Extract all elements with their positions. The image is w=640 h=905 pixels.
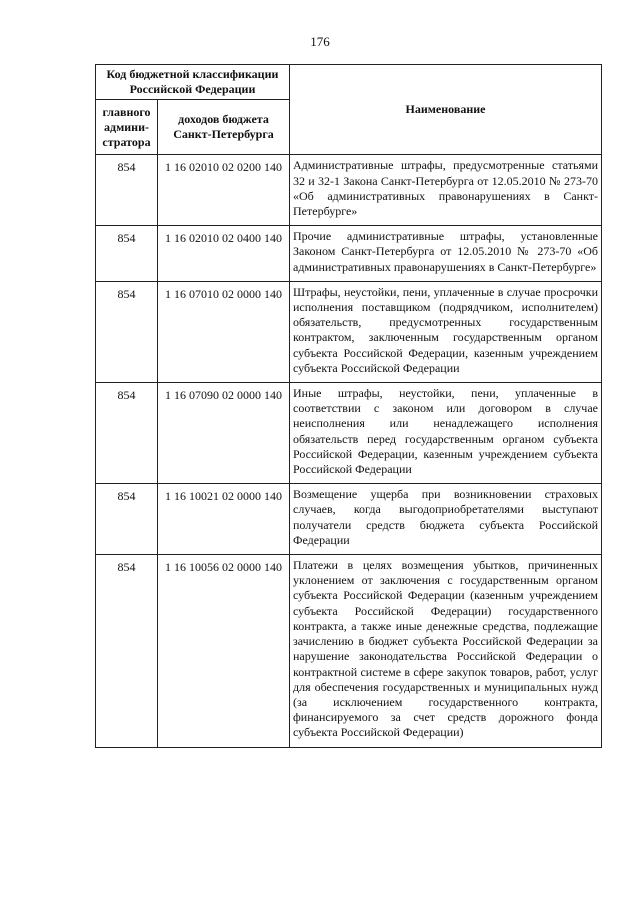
admin-code-cell: 854: [96, 155, 158, 226]
table-row: [96, 555, 602, 747]
name-cell: Платежи в целях возмещения убытков, причиненных уклонением от заключения с государственным органом субъекта Российской Федерации (казенным учреждением субъекта Российской Федерации) государственного контракта, а также иные денежные средства, подлежащие зачислению в бюджет субъекта Российской Федерации за нарушение законодательства Российской Федерации о контрактной системе в сфере закупок товаров, работ, услуг для обеспечения государственных и муниципальных нужд (за исключением государственного контракта, финансируемого за счет средств дорожного фонда субъекта Российской Федерации): [290, 555, 602, 747]
name-cell: Возмещение ущерба при возникновении страховых случаев, когда выгодоприобретателями выступают получатели средств бюджета субъекта Российской Федерации: [290, 484, 602, 555]
name-cell: Иные штрафы, неустойки, пени, уплаченные в соответствии с законом или договором в случае неисполнения или ненадлежащего исполнения обязательств перед государственным органом субъекта Российской Федерации, казенным учреждением субъекта Российской Федерации: [290, 383, 602, 484]
page-number: 176: [310, 34, 330, 49]
table-row: [96, 155, 602, 226]
table-header: [96, 65, 602, 155]
admin-code-cell: 854: [96, 555, 158, 747]
admin-code-cell: 854: [96, 484, 158, 555]
income-code-cell: 1 16 10021 02 0000 140: [158, 484, 290, 555]
header-name: Наименование: [290, 65, 602, 155]
header-income: доходов бюджета Санкт-Петербурга: [158, 100, 290, 155]
table-row: [96, 281, 602, 382]
table-row: [96, 226, 602, 282]
table-row: [96, 383, 602, 484]
header-group-title: Код бюджетной классификации Российской Федерации: [96, 65, 290, 100]
header-admin: главного админи-стратора: [96, 100, 158, 155]
income-code-cell: 1 16 02010 02 0400 140: [158, 226, 290, 282]
admin-code-cell: 854: [96, 281, 158, 382]
income-code-cell: 1 16 02010 02 0200 140: [158, 155, 290, 226]
name-cell: Штрафы, неустойки, пени, уплаченные в случае просрочки исполнения поставщиком (подрядчиком, исполнителем) обязательств, предусмотренных государственным контрактом, заключенным государственным органом субъекта Российской Федерации, казенным учреждением субъекта Российской Федерации: [290, 281, 602, 382]
budget-classification-table: [95, 64, 602, 748]
admin-code-cell: 854: [96, 226, 158, 282]
admin-code-cell: 854: [96, 383, 158, 484]
name-cell: Административные штрафы, предусмотренные статьями 32 и 32-1 Закона Санкт-Петербурга от 12.05.2010 № 273-70 «Об административных правонарушениях в Санкт-Петербурге»: [290, 155, 602, 226]
name-cell: Прочие административные штрафы, установленные Законом Санкт-Петербурга от 12.05.2010 № 273-70 «Об административных правонарушениях в Санкт-Петербурге»: [290, 226, 602, 282]
table-row: [96, 484, 602, 555]
income-code-cell: 1 16 07090 02 0000 140: [158, 383, 290, 484]
income-code-cell: 1 16 10056 02 0000 140: [158, 555, 290, 747]
income-code-cell: 1 16 07010 02 0000 140: [158, 281, 290, 382]
